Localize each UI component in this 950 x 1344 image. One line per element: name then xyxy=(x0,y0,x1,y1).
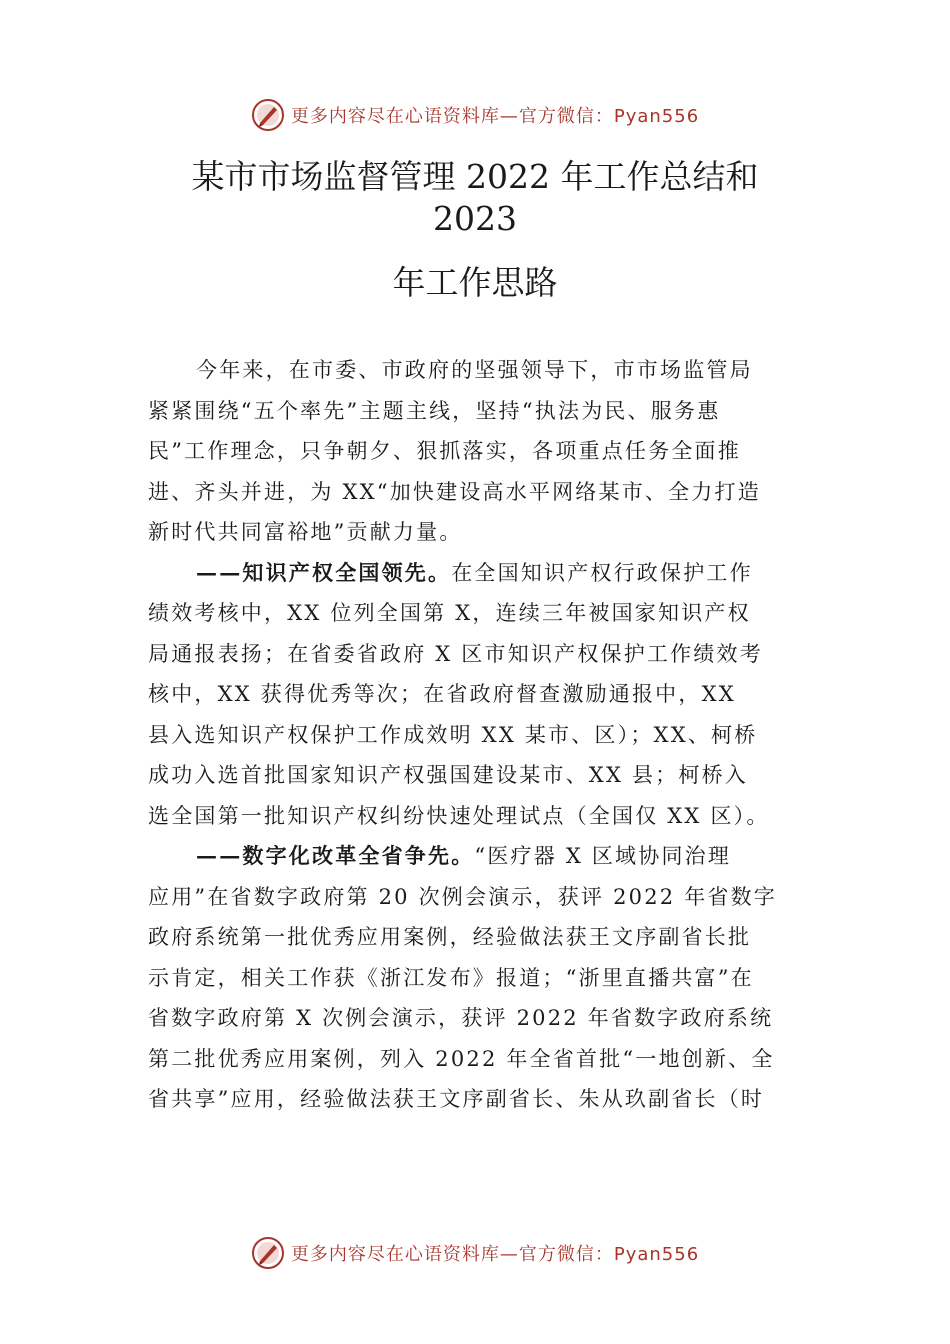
watermark-wechat-label: 官方微信： xyxy=(518,1244,614,1265)
body-line: 局通报表扬；在省委省政府 X 区市知识产权保护工作绩效考 xyxy=(148,641,763,666)
watermark-text xyxy=(291,102,699,128)
page-title-line-3: 年工作思路 xyxy=(392,263,558,302)
body-line: 新时代共同富裕地”贡献力量。 xyxy=(148,520,463,544)
section-heading-line xyxy=(148,553,808,594)
body-line: 省共享”应用，经验做法获王文序副省长、朱从玖副省长（时 xyxy=(148,1087,765,1111)
body-text: 在全国知识产权行政保护工作 xyxy=(451,560,753,585)
watermark-banner-top xyxy=(0,95,950,135)
body-line: 今年来，在市委、市政府的坚强领导下，市市场监管局 xyxy=(196,358,753,382)
pen-seal-icon xyxy=(251,98,285,132)
body-line: 县入选知识产权保护工作成效明 XX 某市、区）；XX、柯桥 xyxy=(148,722,758,747)
watermark-wechat-label: 官方微信： xyxy=(518,106,614,127)
watermark-dash: — xyxy=(499,1244,519,1265)
body-line: 应用”在省数字政府第 20 次例会演示，获评 2022 年省数字 xyxy=(148,884,778,909)
watermark-site-name: 更多内容尽在心语资料库 xyxy=(290,1244,500,1265)
watermark-wechat-id: Pyan556 xyxy=(613,1244,700,1265)
body-line: 政府系统第一批优秀应用案例，经验做法获王文序副省长批 xyxy=(148,925,752,949)
body-line: 绩效考核中，XX 位列全国第 X，连续三年被国家知识产权 xyxy=(148,601,751,625)
section-heading: ——知识产权全国领先。 xyxy=(196,559,452,585)
body-line: 核中，XX 获得优秀等次；在省政府督查激励通报中，XX xyxy=(148,682,736,706)
section-heading: ——数字化改革全省争先。 xyxy=(196,843,475,868)
body-line: 民”工作理念，只争朝夕、狠抓落实，各项重点任务全面推 xyxy=(148,439,741,463)
watermark-wechat-id: Pyan556 xyxy=(613,106,700,127)
watermark-text xyxy=(291,1240,699,1266)
body-line: 省数字政府第 X 次例会演示，获评 2022 年省数字政府系统 xyxy=(148,1006,774,1030)
watermark-site-name: 更多内容尽在心语资料库 xyxy=(290,106,500,127)
body-line: 第二批优秀应用案例，列入 2022 年全省首批“一地创新、全 xyxy=(148,1046,775,1071)
body-line: 进、齐头并进，为 XX“加快建设高水平网络某市、全力打造 xyxy=(148,479,761,504)
section-heading-line xyxy=(148,836,808,877)
body-line: 示肯定，相关工作获《浙江发布》报道；“浙里直播共富”在 xyxy=(148,965,754,990)
page-title-line-1: 某市市场监督管理 2022 年工作总结和 xyxy=(191,157,759,196)
watermark-dash: — xyxy=(499,106,519,127)
body-line: 紧紧围绕“五个率先”主题主线，坚持“执法为民、服务惠 xyxy=(148,398,721,423)
body-line: 成功入选首批国家知识产权强国建设某市、XX 县；柯桥入 xyxy=(148,763,748,787)
watermark-banner-bottom xyxy=(0,1233,950,1273)
pen-seal-icon xyxy=(251,1236,285,1270)
page-title-line-2: 2023 xyxy=(433,199,517,238)
body-line: 选全国第一批知识产权纠纷快速处理试点（全国仅 XX 区）。 xyxy=(148,803,770,828)
document-body xyxy=(148,350,808,1120)
body-text: “医疗器 X 区域协同治理 xyxy=(474,844,732,868)
